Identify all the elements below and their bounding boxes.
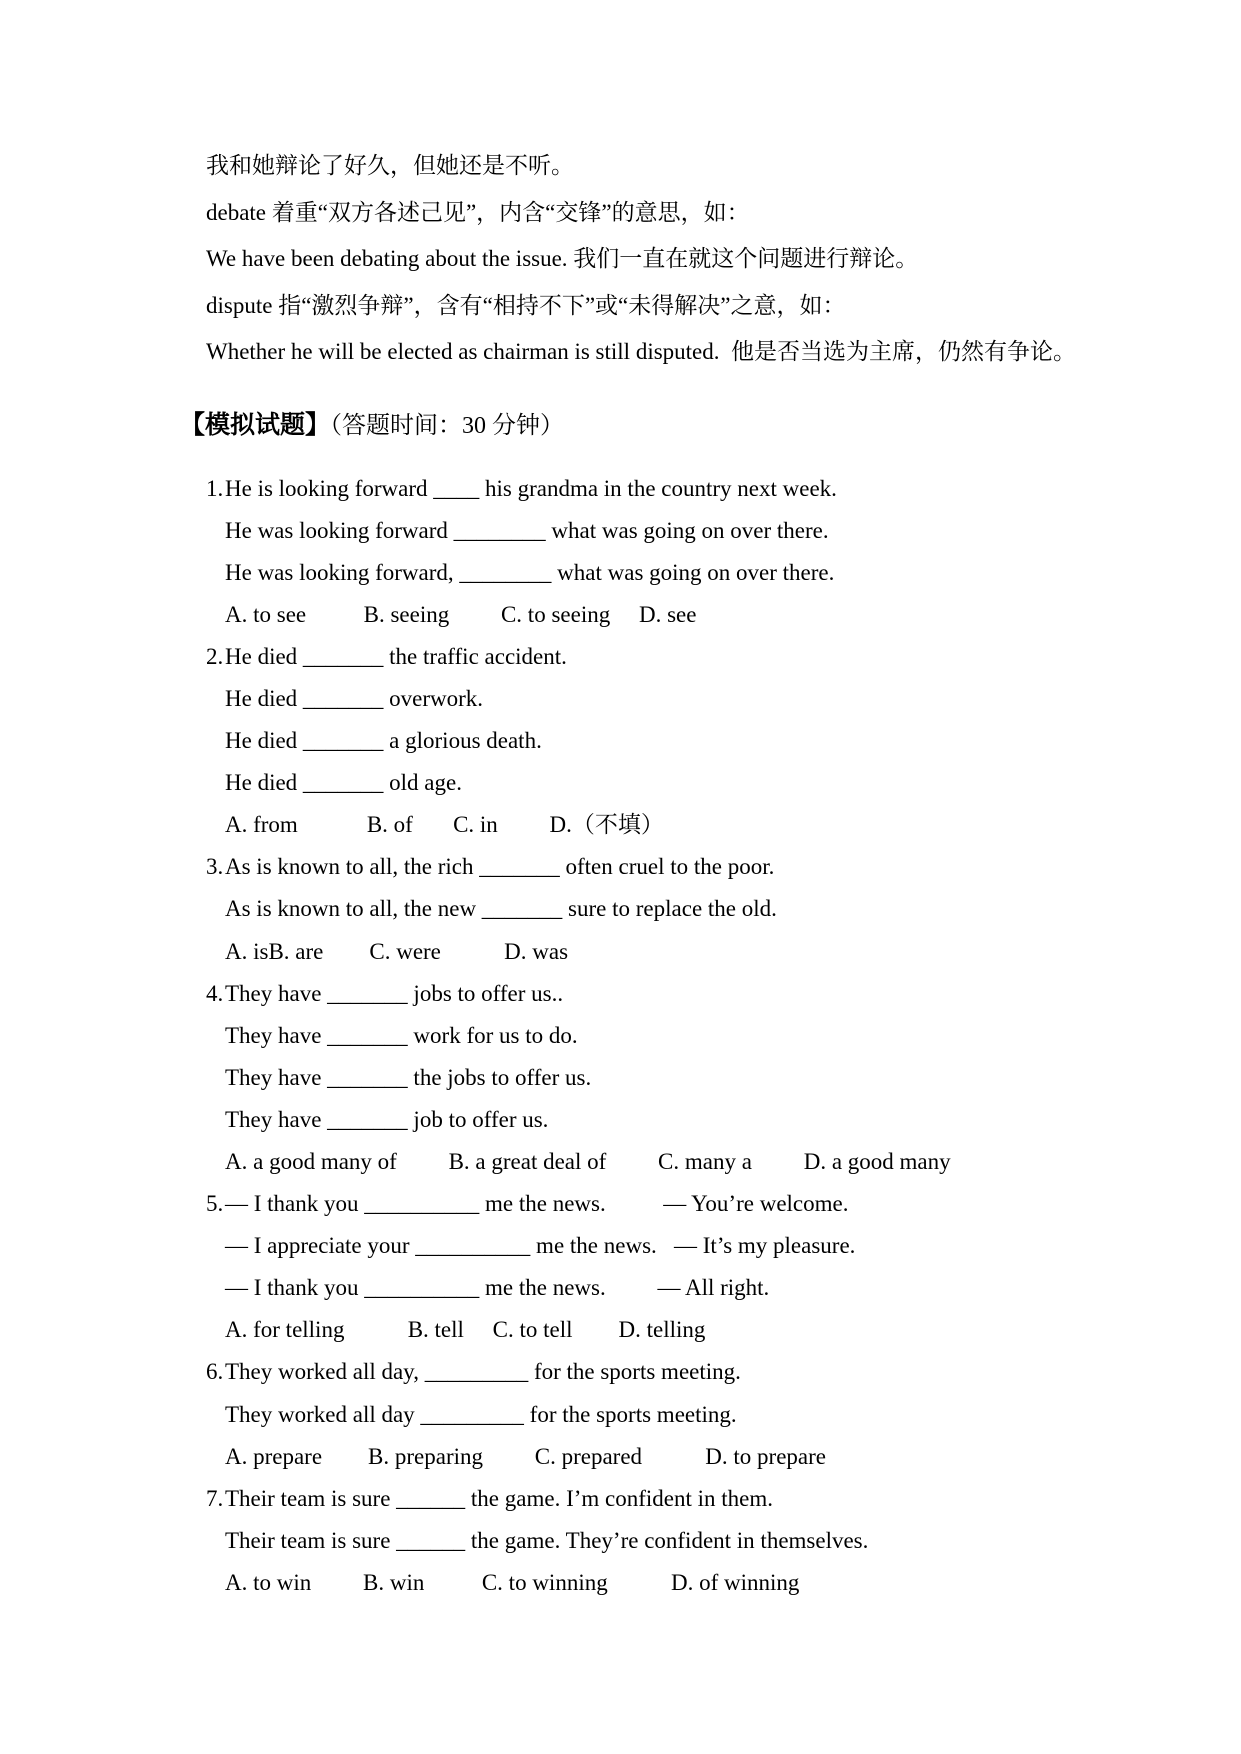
section-title bbox=[180, 404, 1241, 448]
question-number: 1. bbox=[206, 475, 224, 501]
question-number: 6. bbox=[206, 1359, 224, 1385]
question-line: — I appreciate your __________ me the news. — It’s my pleasure. bbox=[225, 1233, 856, 1259]
question-line bbox=[206, 468, 1241, 510]
question-line: They worked all day _________ for the sports meeting. bbox=[225, 1401, 737, 1427]
section-title-text: 【模拟试题】 bbox=[180, 411, 331, 439]
question-number: 4. bbox=[206, 980, 224, 1006]
section-time-note: （答题时间：30 分钟） bbox=[330, 412, 565, 439]
question-line: He died _______ overwork. bbox=[225, 685, 484, 711]
intro-line: 我和她辩论了好久，但她还是不听。 bbox=[206, 153, 574, 178]
question-line: He was looking forward ________ what was going on over there. bbox=[225, 517, 829, 543]
question-line: He died _______ old age. bbox=[225, 770, 462, 796]
question-block bbox=[206, 846, 1241, 972]
options-line: A. prepare B. preparing C. prepared D. to prepare bbox=[225, 1443, 826, 1469]
options-line: A. to win B. win C. to winning D. of winning bbox=[225, 1569, 800, 1595]
question-line: They have _______ work for us to do. bbox=[225, 1022, 578, 1048]
question-text: They have _______ jobs to offer us.. bbox=[225, 980, 564, 1006]
question-line: They have _______ job to offer us. bbox=[225, 1106, 549, 1132]
question-block bbox=[206, 1478, 1241, 1604]
question-line bbox=[206, 846, 1241, 888]
question-line bbox=[206, 1351, 1241, 1393]
question-block bbox=[206, 1351, 1241, 1477]
options-line: A. from B. of C. in D.（不填） bbox=[225, 812, 664, 838]
question-line: Their team is sure ______ the game. They’re confident in themselves. bbox=[225, 1527, 869, 1553]
question-text: He is looking forward ____ his grandma in the country next week. bbox=[225, 475, 837, 501]
question-line: — I thank you __________ me the news. — All right. bbox=[225, 1275, 770, 1301]
intro-line: We have been debating about the issue. 我们一直在就这个问题进行辩论。 bbox=[206, 246, 919, 271]
question-number: 5. bbox=[206, 1191, 224, 1217]
intro-line: debate 着重“双方各述己见”，内含“交锋”的意思，如： bbox=[206, 199, 750, 225]
question-text: — I thank you __________ me the news. — You’re welcome. bbox=[225, 1191, 849, 1217]
question-block bbox=[206, 1183, 1241, 1351]
question-line bbox=[206, 1183, 1241, 1225]
intro-section bbox=[206, 0, 1241, 376]
questions-section bbox=[206, 468, 1241, 1605]
question-line: They have _______ the jobs to offer us. bbox=[225, 1064, 592, 1090]
question-text: He died _______ the traffic accident. bbox=[225, 643, 567, 669]
intro-line: dispute 指“激烈争辩”，含有“相持不下”或“未得解决”之意，如： bbox=[206, 292, 846, 318]
question-block bbox=[206, 636, 1241, 846]
question-line: He was looking forward, ________ what was going on over there. bbox=[225, 559, 835, 585]
question-number: 3. bbox=[206, 854, 224, 880]
question-text: They worked all day, _________ for the sports meeting. bbox=[225, 1359, 741, 1385]
question-text: Their team is sure ______ the game. I’m confident in them. bbox=[225, 1485, 774, 1511]
options-line: A. a good many of B. a great deal of C. many a D. a good many bbox=[225, 1149, 951, 1174]
question-line bbox=[206, 973, 1241, 1015]
question-block bbox=[206, 468, 1241, 636]
question-line bbox=[206, 636, 1241, 678]
question-number: 2. bbox=[206, 643, 224, 669]
intro-line: Whether he will be elected as chairman is still disputed. 他是否当选为主席，仍然有争论。 bbox=[206, 339, 1077, 364]
question-text: As is known to all, the rich _______ often cruel to the poor. bbox=[225, 854, 775, 880]
options-line: A. to see B. seeing C. to seeing D. see bbox=[225, 601, 697, 627]
options-line: A. for telling B. tell C. to tell D. telling bbox=[225, 1317, 706, 1343]
question-line: He died _______ a glorious death. bbox=[225, 728, 542, 754]
question-block bbox=[206, 973, 1241, 1183]
question-number: 7. bbox=[206, 1485, 224, 1511]
question-line: As is known to all, the new _______ sure to replace the old. bbox=[225, 896, 777, 922]
question-line bbox=[206, 1478, 1241, 1520]
options-line: A. isB. are C. were D. was bbox=[225, 938, 569, 964]
